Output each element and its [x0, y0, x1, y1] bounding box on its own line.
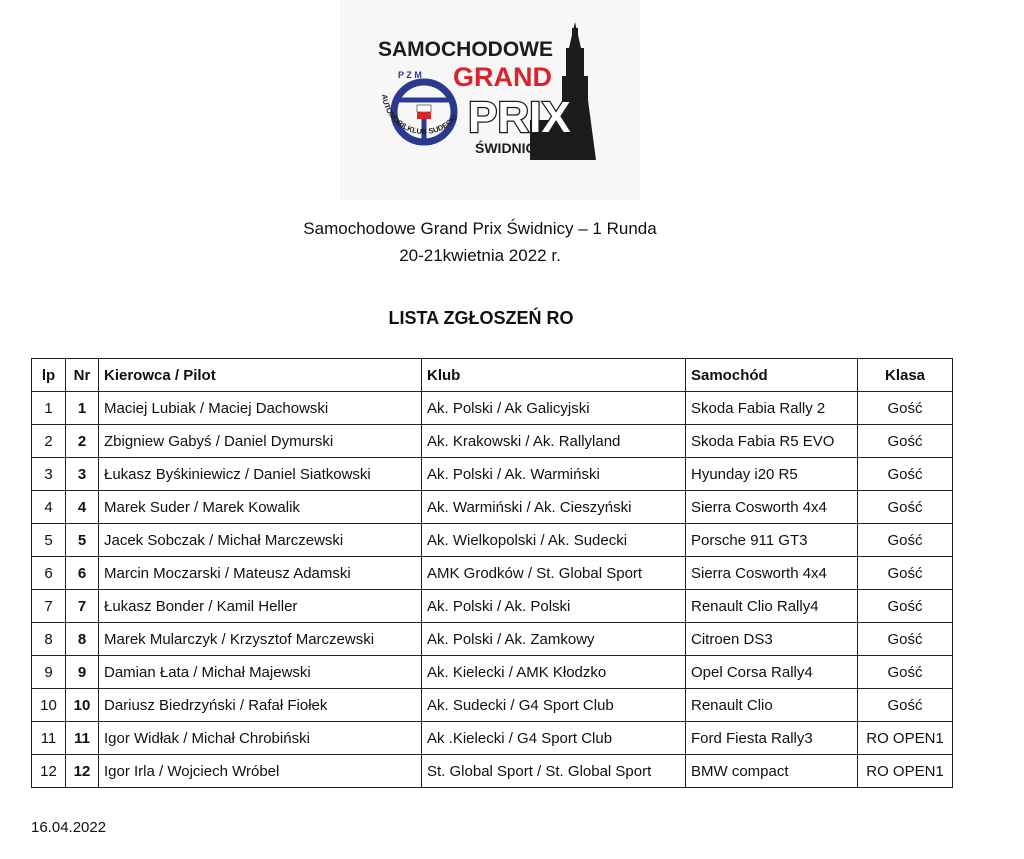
list-title: LISTA ZGŁOSZEŃ RO [388, 308, 574, 328]
cell-class: RO OPEN1 [858, 722, 953, 755]
cell-car: Porsche 911 GT3 [686, 524, 858, 557]
cell-lp: 2 [32, 425, 66, 458]
cell-nr: 12 [66, 755, 99, 788]
cell-lp: 7 [32, 590, 66, 623]
table-row [32, 623, 953, 656]
cell-car: Ford Fiesta Rally3 [686, 722, 858, 755]
cell-class: Gość [858, 392, 953, 425]
pzm-text: P Z M [398, 70, 422, 80]
cell-nr: 9 [66, 656, 99, 689]
cell-lp: 1 [32, 392, 66, 425]
column-header-club: Klub [422, 359, 686, 392]
logo-word-grand: GRAND [453, 62, 552, 92]
cell-club: Ak. Polski / Ak. Polski [422, 590, 686, 623]
cell-driver: Damian Łata / Michał Majewski [99, 656, 422, 689]
cell-lp: 10 [32, 689, 66, 722]
cell-driver: Łukasz Bonder / Kamil Heller [99, 590, 422, 623]
cell-class: Gość [858, 689, 953, 722]
table-row [32, 590, 953, 623]
cell-lp: 9 [32, 656, 66, 689]
cell-driver: Igor Irla / Wojciech Wróbel [99, 755, 422, 788]
logo-word-samochodowe: SAMOCHODOWE [378, 38, 553, 61]
cell-club: Ak. Krakowski / Ak. Rallyland [422, 425, 686, 458]
logo-word-swidnicy: ŚWIDNICY [475, 140, 545, 156]
cell-nr: 11 [66, 722, 99, 755]
cell-lp: 3 [32, 458, 66, 491]
cell-driver: Marcin Moczarski / Mateusz Adamski [99, 557, 422, 590]
document-date: 16.04.2022 [31, 819, 107, 836]
cell-nr: 5 [66, 524, 99, 557]
event-title: Samochodowe Grand Prix Świdnicy – 1 Runda [303, 219, 657, 238]
table-row [32, 755, 953, 788]
event-logo [340, 0, 640, 200]
cell-car: Renault Clio [686, 689, 858, 722]
cell-car: Opel Corsa Rally4 [686, 656, 858, 689]
cell-class: Gość [858, 656, 953, 689]
cell-driver: Igor Widłak / Michał Chrobiński [99, 722, 422, 755]
cell-lp: 11 [32, 722, 66, 755]
cell-nr: 1 [66, 392, 99, 425]
table-header-row [32, 359, 953, 392]
cell-car: Skoda Fabia Rally 2 [686, 392, 858, 425]
cell-club: Ak .Kielecki / G4 Sport Club [422, 722, 686, 755]
table-row [32, 524, 953, 557]
cell-lp: 6 [32, 557, 66, 590]
cell-nr: 7 [66, 590, 99, 623]
cell-car: Sierra Cosworth 4x4 [686, 491, 858, 524]
cell-nr: 4 [66, 491, 99, 524]
cell-class: Gość [858, 524, 953, 557]
table-row [32, 491, 953, 524]
cell-club: AMK Grodków / St. Global Sport [422, 557, 686, 590]
column-header-driver: Kierowca / Pilot [99, 359, 422, 392]
cell-lp: 8 [32, 623, 66, 656]
table-row [32, 458, 953, 491]
cell-nr: 3 [66, 458, 99, 491]
cell-class: Gość [858, 623, 953, 656]
cell-club: Ak. Polski / Ak. Zamkowy [422, 623, 686, 656]
cell-club: Ak. Polski / Ak. Warmiński [422, 458, 686, 491]
cell-nr: 2 [66, 425, 99, 458]
cell-driver: Łukasz Byśkiniewicz / Daniel Siatkowski [99, 458, 422, 491]
cell-club: Ak. Warmiński / Ak. Cieszyński [422, 491, 686, 524]
cell-class: Gość [858, 491, 953, 524]
table-row [32, 425, 953, 458]
cell-lp: 4 [32, 491, 66, 524]
cell-nr: 10 [66, 689, 99, 722]
cell-driver: Marek Mularczyk / Krzysztof Marczewski [99, 623, 422, 656]
cell-lp: 12 [32, 755, 66, 788]
column-header-nr: Nr [66, 359, 99, 392]
table-row [32, 557, 953, 590]
cell-driver: Marek Suder / Marek Kowalik [99, 491, 422, 524]
cell-class: Gość [858, 425, 953, 458]
cell-car: Skoda Fabia R5 EVO [686, 425, 858, 458]
cell-driver: Zbigniew Gabyś / Daniel Dymurski [99, 425, 422, 458]
cell-car: Hyunday i20 R5 [686, 458, 858, 491]
cell-class: Gość [858, 458, 953, 491]
cell-club: Ak. Sudecki / G4 Sport Club [422, 689, 686, 722]
event-dates: 20-21kwietnia 2022 r. [399, 246, 561, 265]
cell-driver: Jacek Sobczak / Michał Marczewski [99, 524, 422, 557]
cell-driver: Maciej Lubiak / Maciej Dachowski [99, 392, 422, 425]
club-ring-text: AUTOMOBILKLUB SUDECKI [380, 93, 460, 137]
cell-class: Gość [858, 557, 953, 590]
table-row [32, 689, 953, 722]
cell-car: Citroen DS3 [686, 623, 858, 656]
table-row [32, 392, 953, 425]
cell-car: Sierra Cosworth 4x4 [686, 557, 858, 590]
cell-nr: 6 [66, 557, 99, 590]
cell-class: Gość [858, 590, 953, 623]
entry-list-table [31, 358, 953, 788]
table-row [32, 656, 953, 689]
cell-driver: Dariusz Biedrzyński / Rafał Fiołek [99, 689, 422, 722]
logo-word-prix: PRIX [468, 93, 571, 142]
cell-club: Ak. Wielkopolski / Ak. Sudecki [422, 524, 686, 557]
cell-nr: 8 [66, 623, 99, 656]
column-header-class: Klasa [858, 359, 953, 392]
column-header-car: Samochód [686, 359, 858, 392]
cell-club: Ak. Kielecki / AMK Kłodzko [422, 656, 686, 689]
cell-class: RO OPEN1 [858, 755, 953, 788]
cell-lp: 5 [32, 524, 66, 557]
cell-car: BMW compact [686, 755, 858, 788]
cell-club: St. Global Sport / St. Global Sport [422, 755, 686, 788]
cell-club: Ak. Polski / Ak Galicyjski [422, 392, 686, 425]
column-header-lp: lp [32, 359, 66, 392]
cell-car: Renault Clio Rally4 [686, 590, 858, 623]
table-row [32, 722, 953, 755]
